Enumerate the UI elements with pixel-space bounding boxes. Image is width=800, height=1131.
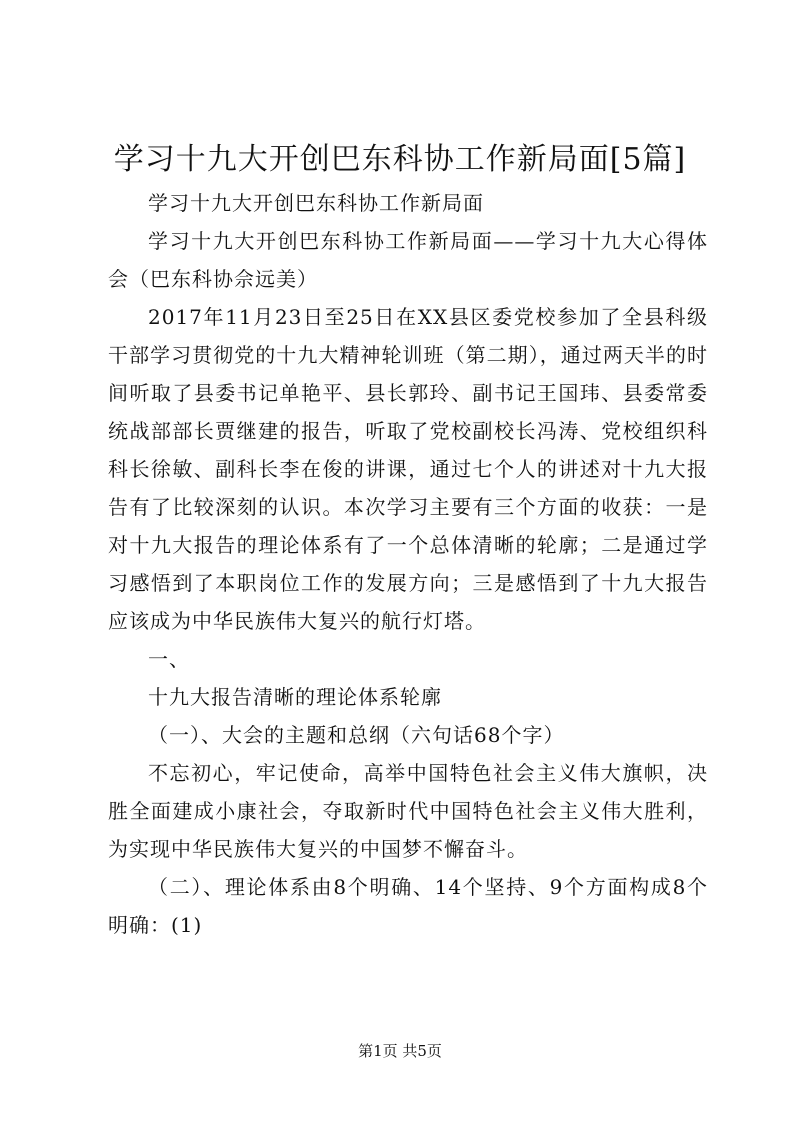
- document-title: 学习十九大开创巴东科协工作新局面[5篇]: [113, 142, 687, 177]
- paragraph-subsection-2: （二）、理论体系由8个明确、14个坚持、9个方面构成8个明确：(1): [108, 875, 708, 937]
- paragraph-section-number: 一、: [148, 647, 190, 671]
- paragraph-heading-full: 学习十九大开创巴东科协工作新局面——学习十九大心得体会（巴东科协佘远美）: [108, 229, 708, 291]
- page-footer: 第1页 共5页: [358, 1042, 442, 1060]
- paragraph-theme: 不忘初心，牢记使命，高举中国特色社会主义伟大旗帜，决胜全面建成小康社会，夺取新时代中国特色社会主义伟大胜利，为实现中华民族伟大复兴的中国梦不懈奋斗。: [108, 761, 708, 861]
- paragraph-subsection-1: （一）、大会的主题和总纲（六句话68个字）: [148, 723, 565, 747]
- paragraph-section-title: 十九大报告清晰的理论体系轮廓: [148, 685, 442, 709]
- paragraph-intro: 2017年11月23日至25日在XX县区委党校参加了全县科级干部学习贯彻党的十九大精神轮训班（第二期），通过两天半的时间听取了县委书记单艳平、县长郭玲、副书记王国玮、县委常委统战部部长贾继建的报告，听取了党校副校长冯涛、党校组织科科长徐敏、副科长李在俊的讲课，通过七个人的讲述对十九大报告有了比较深刻的认识。本次学习主要有三个方面的收获：一是对十九大报告的理论体系有了一个总体清晰的轮廓；二是通过学习感悟到了本职岗位工作的发展方向；三是感悟到了十九大报告应该成为中华民族伟大复兴的航行灯塔。: [108, 305, 708, 633]
- document-body: [108, 184, 708, 944]
- paragraph-subtitle: 学习十九大开创巴东科协工作新局面: [148, 191, 484, 215]
